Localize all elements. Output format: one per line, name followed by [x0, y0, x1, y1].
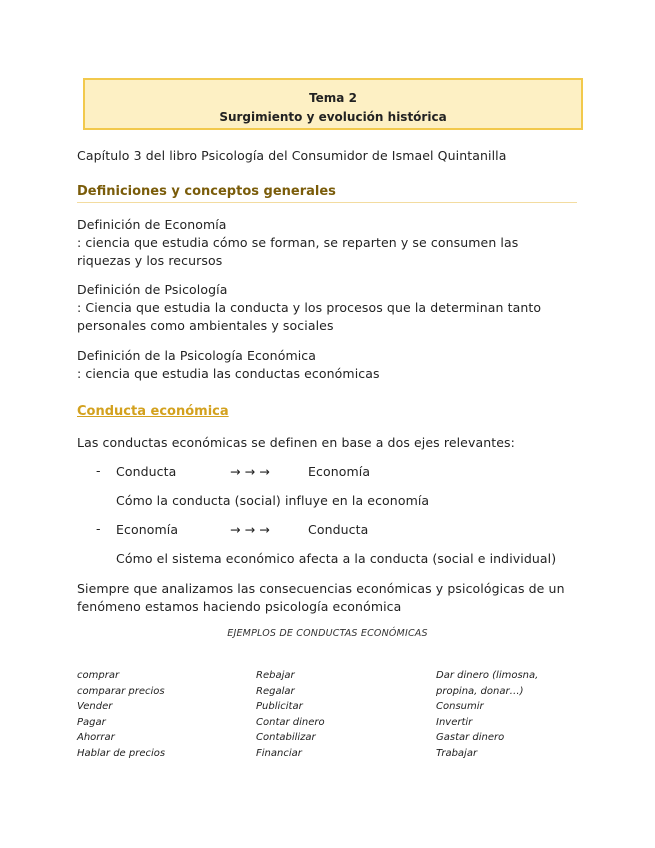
axis-to: Economía — [308, 464, 371, 479]
example-item: propina, donar…) — [436, 685, 524, 697]
example-item: Ahorrar — [77, 732, 115, 743]
arrow-icon: → → → — [230, 464, 270, 479]
examples-title: EJEMPLOS DE CONDUCTAS ECONÓMICAS — [227, 628, 428, 639]
example-item: Trabajar — [436, 747, 478, 759]
example-item: Hablar de precios — [77, 747, 166, 759]
example-item: Publicitar — [256, 701, 303, 712]
definition-text: : Ciencia que estudia la conducta y los procesos que la determinan tanto — [77, 300, 542, 315]
example-item: Contabilizar — [256, 732, 316, 743]
example-item: Pagar — [77, 716, 106, 728]
example-item: Dar dinero (limosna, — [436, 670, 539, 681]
conducta-conclusion — [77, 580, 565, 616]
conclusion-line: Siempre que analizamos las consecuencias económicas y psicológicas de un — [77, 581, 565, 596]
conducta-heading: Conducta económica — [77, 404, 229, 419]
definition-psicologia-economica — [77, 347, 380, 383]
axis-note: Cómo el sistema económico afecta a la conducta (social e individual) — [116, 551, 557, 566]
topic-title: Surgimiento y evolución histórica — [219, 110, 447, 124]
axis-note: Cómo la conducta (social) influye en la economía — [116, 493, 430, 508]
example-item: Gastar dinero — [436, 732, 505, 743]
conducta-intro: Las conductas económicas se definen en base a dos ejes relevantes: — [77, 435, 515, 450]
bullet-dash: - — [96, 463, 101, 478]
definitions-heading: Definiciones y conceptos generales — [77, 184, 577, 203]
definition-term: Definición de la Psicología Económica — [77, 348, 317, 363]
definition-term: Definición de Economía — [77, 217, 227, 232]
definition-term: Definición de Psicología — [77, 282, 228, 297]
axis-from: Conducta — [116, 464, 177, 479]
example-item: Consumir — [436, 701, 484, 712]
examples-column-1 — [77, 668, 165, 761]
examples-column-3 — [436, 668, 538, 761]
arrow-icon: → → → — [230, 522, 270, 537]
example-item: comparar precios — [77, 685, 165, 697]
bullet-dash: - — [96, 521, 101, 536]
definition-text: riquezas y los recursos — [77, 253, 223, 268]
topic-number: Tema 2 — [309, 91, 357, 105]
examples-column-2 — [256, 668, 325, 761]
definition-psicologia — [77, 281, 541, 335]
axis-to: Conducta — [308, 522, 369, 537]
definition-text: : ciencia que estudia cómo se forman, se reparten y se consumen las — [77, 235, 519, 250]
example-item: Invertir — [436, 716, 473, 728]
example-item: Vender — [77, 701, 113, 712]
example-item: Contar dinero — [256, 716, 325, 728]
example-item: Rebajar — [256, 670, 295, 681]
definition-text: : ciencia que estudia las conductas económicas — [77, 366, 380, 381]
example-item: Regalar — [256, 685, 295, 697]
example-item: Financiar — [256, 747, 302, 759]
title-box — [83, 78, 583, 130]
axis-from: Economía — [116, 522, 179, 537]
intro-text: Capítulo 3 del libro Psicología del Consumidor de Ismael Quintanilla — [77, 148, 507, 163]
conclusion-line: fenómeno estamos haciendo psicología económica — [77, 599, 402, 614]
definition-economia — [77, 216, 518, 270]
example-item: comprar — [77, 670, 120, 681]
definition-text: personales como ambientales y sociales — [77, 318, 334, 333]
